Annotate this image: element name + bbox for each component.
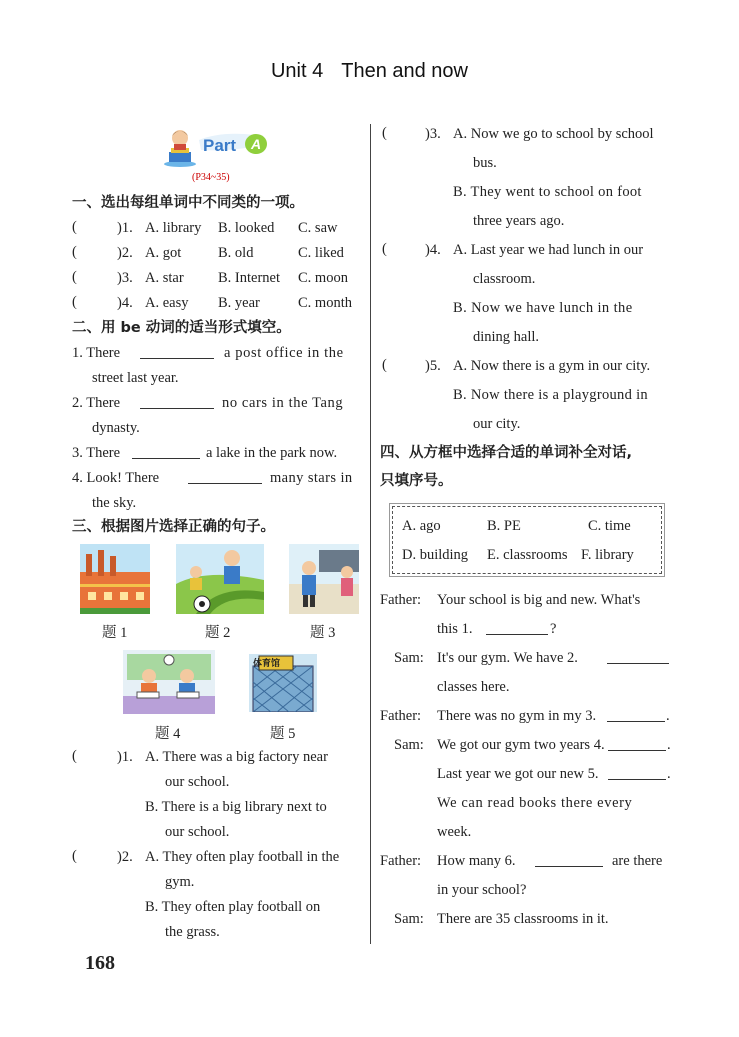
word-option: F. library — [581, 547, 634, 563]
section3-heading: 三、根据图片选择正确的句子。 — [72, 519, 275, 535]
answer-blank[interactable] — [486, 620, 548, 635]
picture-caption: 题 4 — [155, 726, 181, 742]
answer-blank[interactable] — [608, 736, 666, 751]
part-letter-badge: A — [245, 134, 267, 154]
answer-blank[interactable] — [132, 444, 200, 459]
part-label: Part — [203, 136, 237, 155]
factory-picture — [80, 544, 150, 614]
answer-blank[interactable] — [535, 852, 603, 867]
football-picture — [176, 544, 264, 614]
answer-blank[interactable] — [608, 765, 666, 780]
page-title — [0, 60, 739, 83]
column-divider — [370, 124, 371, 944]
speaker-label: Father: — [380, 708, 422, 724]
picture-caption: 题 5 — [270, 726, 296, 742]
picture-caption: 题 1 — [102, 625, 128, 641]
word-option: A. ago — [402, 518, 441, 534]
answer-blank[interactable] — [607, 707, 665, 722]
speaker-label: Sam: — [394, 650, 424, 666]
walking-to-school-picture — [289, 544, 359, 614]
picture-caption: 题 3 — [310, 625, 336, 641]
unit-name: Then and now — [341, 60, 468, 82]
lunch-classroom-picture — [123, 650, 215, 714]
answer-blank[interactable] — [140, 344, 214, 359]
part-page-ref: (P34~35) — [192, 172, 230, 183]
section2-heading: 二、用 be 动词的适当形式填空。 — [72, 320, 291, 336]
section1-heading: 一、选出每组单词中不同类的一项。 — [72, 195, 304, 211]
gym-sign: 体育馆 — [253, 659, 281, 669]
unit-label: Unit 4 — [270, 60, 324, 82]
speaker-label: Father: — [380, 853, 422, 869]
part-a-logo — [163, 124, 275, 168]
speaker-label: Father: — [380, 592, 422, 608]
speaker-label: Sam: — [394, 911, 424, 927]
page-number: 168 — [85, 952, 115, 974]
answer-blank[interactable] — [607, 649, 669, 664]
answer-blank[interactable] — [140, 394, 214, 409]
speaker-label: Sam: — [394, 737, 424, 753]
answer-blank[interactable] — [188, 469, 262, 484]
word-option: C. time — [588, 518, 631, 534]
section4-heading: 四、从方框中选择合适的单词补全对话, — [380, 445, 633, 461]
word-option: D. building — [402, 547, 469, 563]
section4-heading-2: 只填序号。 — [380, 473, 453, 489]
picture-caption: 题 2 — [205, 625, 231, 641]
word-option: B. PE — [487, 518, 521, 534]
word-option: E. classrooms — [487, 547, 568, 563]
